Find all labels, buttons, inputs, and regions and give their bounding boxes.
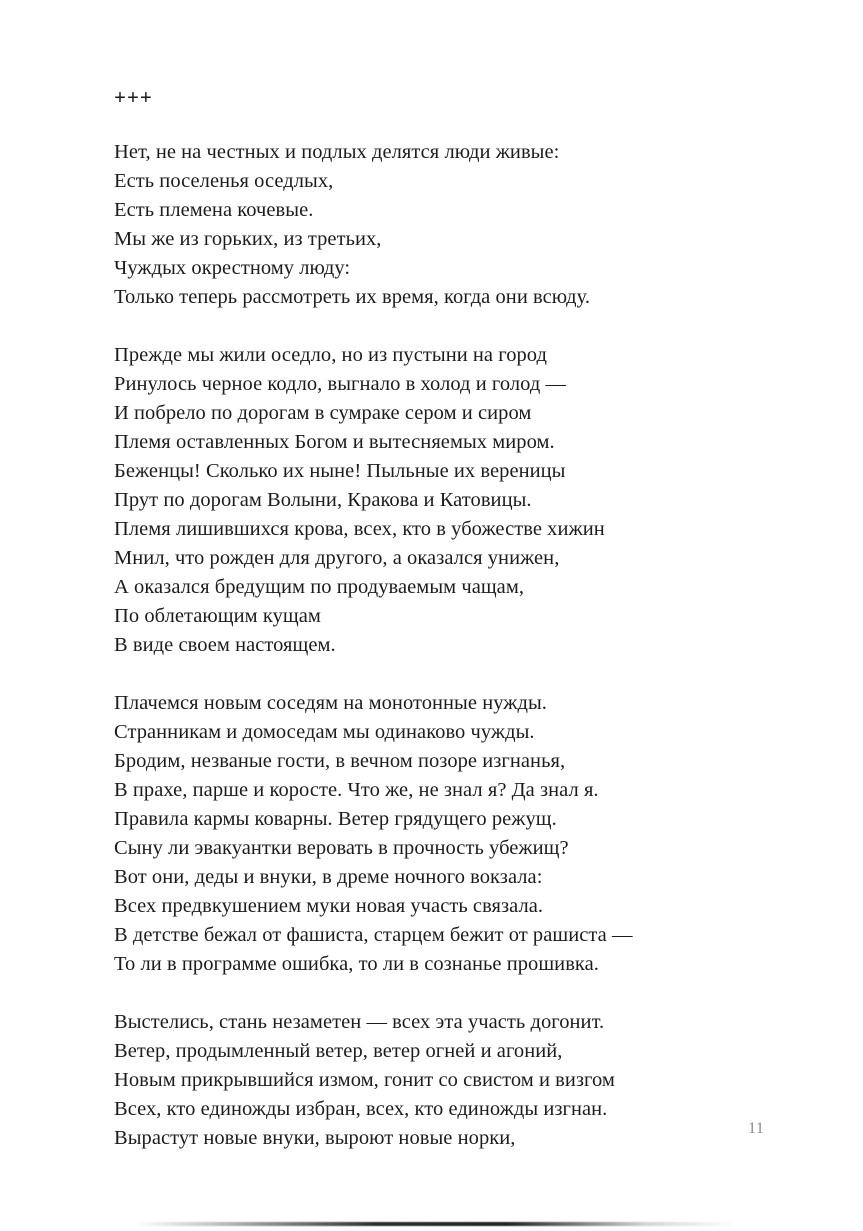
poem-line: Чуждых окрестному люду: xyxy=(114,257,351,279)
scan-edge-shadow xyxy=(135,1222,735,1226)
poem-line: Ветер, продымленный ветер, ветер огней и агоний, xyxy=(114,1040,563,1062)
stanza xyxy=(114,1008,774,1153)
poem-line: Плачемся новым соседям на монотонные нужды. xyxy=(114,692,547,714)
poem-line: Выстелись, стань незаметен — всех эта участь догонит. xyxy=(114,1011,605,1033)
poem-line: Племя оставленных Богом и вытесняемых миром. xyxy=(114,431,555,453)
poem-line: Новым прикрывшийся измом, гонит со свистом и визгом xyxy=(114,1069,615,1091)
poem-line: Племя лишившихся крова, всех, кто в убожестве хижин xyxy=(114,518,605,540)
poem-line: Мнил, что рожден для другого, а оказался унижен, xyxy=(114,547,560,569)
poem-line: Всех предвкушением муки новая участь связала. xyxy=(114,895,544,917)
poem-line: Правила кармы коварны. Ветер грядущего режущ. xyxy=(114,808,557,830)
poem-line: Сыну ли эвакуантки веровать в прочность убежищ? xyxy=(114,837,569,859)
poem-line: Есть племена кочевые. xyxy=(114,199,314,221)
poem-line: Нет, не на честных и подлых делятся люди живые: xyxy=(114,141,560,163)
poem-line: Бродим, незваные гости, в вечном позоре изгнанья, xyxy=(114,750,566,772)
poem-line: Только теперь рассмотреть их время, когда они всюду. xyxy=(114,286,591,308)
poem-line: Всех, кто единожды избран, всех, кто единожды изгнан. xyxy=(114,1098,608,1120)
poem-line: Прежде мы жили оседло, но из пустыни на город xyxy=(114,344,547,366)
poem-line: Прут по дорогам Волыни, Кракова и Катовицы. xyxy=(114,489,532,511)
poem-line: По облетающим кущам xyxy=(114,605,321,627)
poem-line: То ли в программе ошибка, то ли в сознанье прошивка. xyxy=(114,953,599,975)
poem-line: Есть поселенья оседлых, xyxy=(114,170,334,192)
poem-line: И побрело по дорогам в сумраке сером и сиром xyxy=(114,402,532,424)
poem-line: В виде своем настоящем. xyxy=(114,634,336,656)
poem-line: А оказался бредущим по продуваемым чащам, xyxy=(114,576,525,598)
section-marker: +++ xyxy=(114,85,153,109)
stanza xyxy=(114,341,774,660)
poem-line: Беженцы! Сколько их ныне! Пыльные их вереницы xyxy=(114,460,566,482)
stanza xyxy=(114,689,774,979)
poem-line: Странникам и домоседам мы одинаково чужды. xyxy=(114,721,535,743)
poem-line: В прахе, парше и коросте. Что же, не знал я? Да знал я. xyxy=(114,779,599,801)
poem-line: Вырастут новые внуки, выроют новые норки, xyxy=(114,1127,516,1149)
poem-line: Ринулось черное кодло, выгнало в холод и голод — xyxy=(114,373,567,395)
poem-body xyxy=(114,86,774,1153)
poem-line: В детстве бежал от фашиста, старцем бежит от рашиста — xyxy=(114,924,633,946)
poem-line: Вот они, деды и внуки, в дреме ночного вокзала: xyxy=(114,866,543,888)
poem-line: Мы же из горьких, из третьих, xyxy=(114,228,382,250)
stanza xyxy=(114,138,774,312)
page-number: 11 xyxy=(748,1120,765,1137)
